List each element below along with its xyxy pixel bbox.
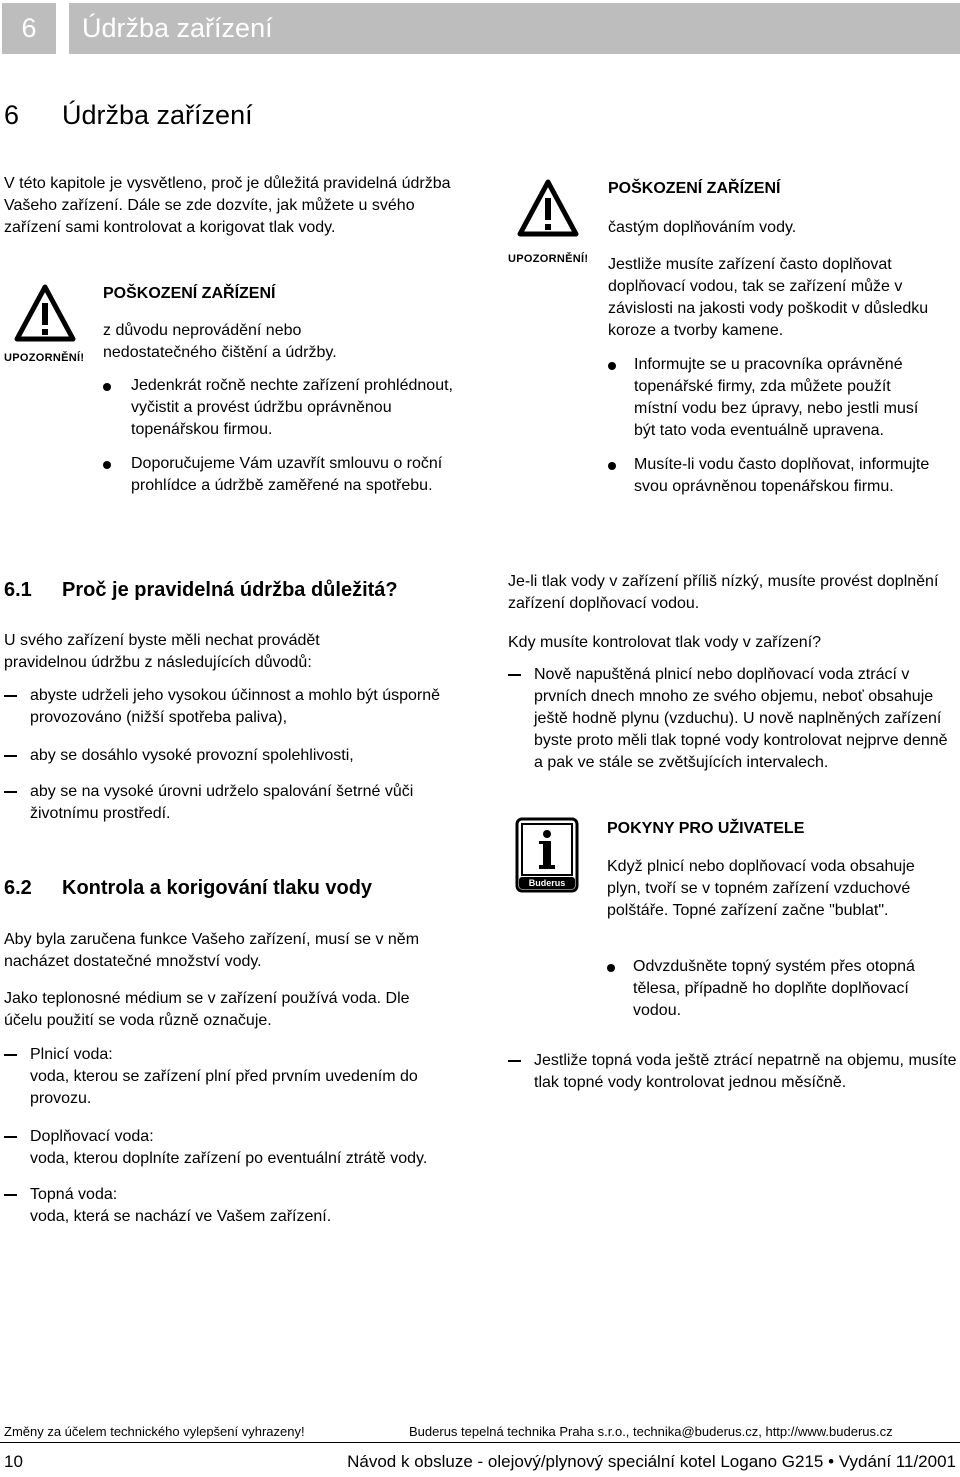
section-title: Proč je pravidelná údržba důležitá? <box>62 579 398 601</box>
list-item: Odvzdušněte topný systém přes otopná tělesa, případně ho doplňte doplňovací vodou. <box>607 956 952 1022</box>
list-item: aby se dosáhlo vysoké provozní spolehlivosti, <box>4 745 454 767</box>
water-types-list <box>4 1044 464 1228</box>
list-item: Jestliže topná voda ještě ztrácí nepatrně na objemu, musíte tlak topné vody kontrolovat jednou měsíčně. <box>508 1050 958 1094</box>
reasons-list <box>4 685 454 825</box>
warning-label: UPOZORNĚNÍ! <box>4 352 85 364</box>
info-bullets <box>607 956 952 1022</box>
dash-icon <box>4 1194 17 1196</box>
page-number: 10 <box>4 1452 23 1471</box>
warning-triangle-icon <box>517 179 579 237</box>
info-text: Když plnicí nebo doplňovací voda obsahuje plyn, tvoří se v topném zařízení vzduchové polštáře. Topné zařízení začne "bublat". <box>607 858 915 919</box>
list-item: Jedenkrát ročně nechte zařízení prohlédnout, vyčistit a provést údržbu oprávněnou topenářskou firmou. <box>103 375 473 441</box>
footer-note: Změny za účelem technického vylepšení vyhrazeny! <box>4 1424 305 1439</box>
question-text: Kdy musíte kontrolovat tlak vody v zařízení? <box>508 634 822 651</box>
list-item: aby se na vysoké úrovni udrželo spalování šetrné vůči životnímu prostředí. <box>4 781 454 825</box>
warning-text: Jestliže musíte zařízení často doplňovat doplňovací vodou, tak se zařízení může v závislosti na jakosti vody poškodit v důsledku koroze a tvorby kamene. <box>608 256 929 339</box>
bullet-icon <box>608 362 616 370</box>
section-title: Kontrola a korigování tlaku vody <box>62 877 373 899</box>
list-item: Musíte-li vodu často doplňovat, informujte svou oprávněnou topenářskou firmu. <box>608 454 938 498</box>
warning-bullets <box>103 375 473 497</box>
info-title: POKYNY PRO UŽIVATELE <box>607 820 805 837</box>
warning-title: POŠKOZENÍ ZAŘÍZENÍ <box>103 285 276 302</box>
dash-icon <box>4 695 17 697</box>
list-item: Informujte se u pracovníka oprávněné topenářské firmy, zda můžete použít místní vodu bez úpravy, nebo jestli musí být tato voda eventuálně upravena. <box>608 354 938 442</box>
monthly-check-list <box>508 1050 958 1094</box>
list-item: Plnicí voda: voda, kterou se zařízení plní před prvním uvedením do provozu. <box>4 1044 464 1110</box>
section-intro: U svého zařízení byste měli nechat provádět pravidelnou údržbu z následujících důvodů: <box>4 632 320 671</box>
dash-icon <box>508 674 521 676</box>
paragraph: Jako teplonosné médium se v zařízení používá voda. Dle účelu použití se voda různě označuje. <box>4 990 410 1029</box>
dash-icon <box>4 791 17 793</box>
list-item: abyste udrželi jeho vysokou účinnost a mohlo být úsporně provozováno (nižší spotřeba paliva), <box>4 685 454 729</box>
warning-label: UPOZORNĚNÍ! <box>508 253 589 265</box>
warning-title: POŠKOZENÍ ZAŘÍZENÍ <box>608 180 781 197</box>
list-item: Topná voda: voda, která se nachází ve Vašem zařízení. <box>4 1184 464 1228</box>
warning-triangle-icon <box>14 284 76 342</box>
list-item: Doplňovací voda: voda, kterou doplníte zařízení po eventuální ztrátě vody. <box>4 1126 464 1170</box>
paragraph: Aby byla zaručena funkce Vašeho zařízení, musí se v něm nacházet dostatečné množství vody. <box>4 931 420 970</box>
list-item: Doporučujeme Vám uzavřít smlouvu o roční prohlídce a údržbě zaměřené na spotřebu. <box>103 453 473 497</box>
dash-icon <box>4 1054 17 1056</box>
chapter-title: Údržba zařízení <box>62 100 253 130</box>
dash-icon <box>4 1136 17 1138</box>
footer-divider <box>0 1442 960 1443</box>
header-chapter-number: 6 <box>2 3 56 54</box>
section-number: 6.1 <box>4 579 32 601</box>
bullet-icon <box>608 462 616 470</box>
chapter-number: 6 <box>4 100 20 130</box>
dash-icon <box>4 755 17 757</box>
dash-icon <box>508 1060 521 1062</box>
warning-text: z důvodu neprovádění nebo nedostatečného čištění a údržby. <box>103 322 337 361</box>
warning-subtitle: častým doplňováním vody. <box>608 219 797 236</box>
intro-text: V této kapitole je vysvětleno, proč je důležitá pravidelná údržba Vašeho zařízení. Dále se zde dozvíte, jak můžete u svého zařízení sami kontrolovat a korigovat tlak vody. <box>4 175 451 236</box>
paragraph: Je-li tlak vody v zařízení příliš nízký, musíte provést doplnění zařízení doplňovací vodou. <box>508 573 939 612</box>
bullet-icon <box>103 461 111 469</box>
bullet-icon <box>103 383 111 391</box>
bullet-icon <box>607 964 615 972</box>
footer-company: Buderus tepelná technika Praha s.r.o., technika@buderus.cz, http://www.buderus.cz <box>409 1424 893 1439</box>
buderus-logo-text: Buderus <box>528 878 566 888</box>
document-title: Návod k obsluze - olejový/plynový speciální kotel Logano G215 • Vydání 11/2001 <box>347 1452 956 1471</box>
pressure-check-list <box>508 664 958 774</box>
header-chapter-title: Údržba zařízení <box>69 3 960 54</box>
section-number: 6.2 <box>4 877 32 899</box>
list-item: Nově napuštěná plnicí nebo doplňovací voda ztrácí v prvních dnech mnoho ze svého objemu, neboť obsahuje ještě hodně plynu (vzduchu). U nově naplněných zařízení byste proto měli tlak topné vody kontrolovat nejprve denně a pak ve stále se zvětšujících intervalech. <box>508 664 958 774</box>
warning-bullets <box>608 354 938 498</box>
